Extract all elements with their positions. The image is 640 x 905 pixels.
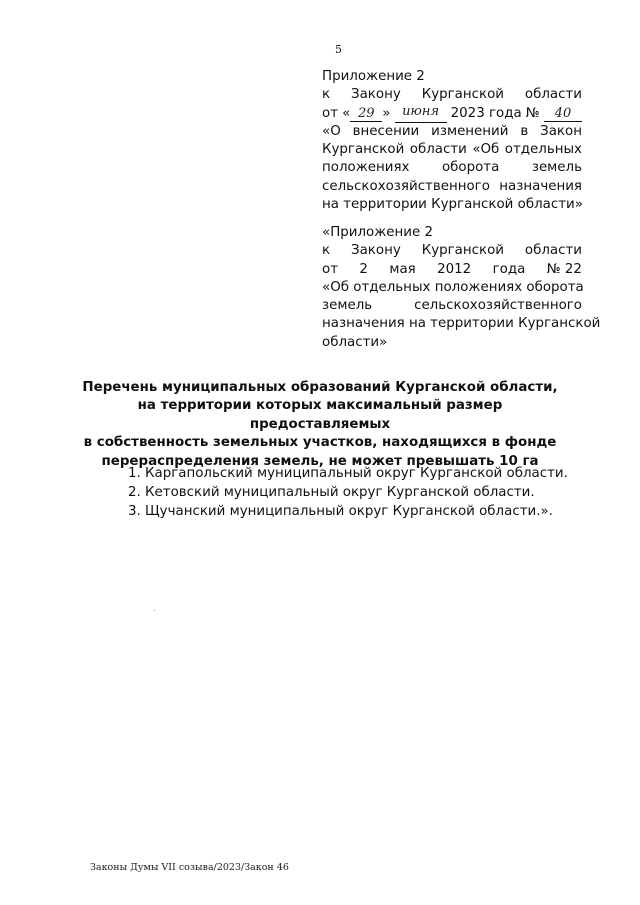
title-line: Перечень муниципальных образований Курганской области, xyxy=(82,380,558,395)
handwritten-month: июня xyxy=(395,105,447,123)
appendix-new-title: Приложение 2 xyxy=(322,69,425,84)
list-item: 1. Каргапольский муниципальный округ Курганской области. xyxy=(128,466,568,481)
word: «О xyxy=(322,123,341,139)
word: 2 xyxy=(359,261,368,277)
appendix-new-line5 xyxy=(322,141,582,159)
page-number: 5 xyxy=(335,43,342,56)
appendix-old-line4: «Об отдельных положениях оборота xyxy=(322,279,584,295)
word: в xyxy=(520,123,529,139)
date-day-group xyxy=(342,105,390,123)
open-quote: « xyxy=(342,105,351,121)
appendix-new-line7 xyxy=(322,178,582,196)
word: «Об xyxy=(472,142,500,158)
title-line: на территории которых максимальный размер предоставляемых xyxy=(137,398,503,432)
appendix-new-header xyxy=(322,68,582,214)
word: Курганской xyxy=(421,243,504,259)
word: сельскохозяйственного xyxy=(322,178,490,194)
handwritten-day: 29 xyxy=(350,107,382,122)
appendix-old-header xyxy=(322,224,601,352)
word: земель xyxy=(531,160,582,176)
appendix-old-line5 xyxy=(322,297,582,315)
appendix-new-date xyxy=(322,105,582,123)
appendix-new-line6 xyxy=(322,159,582,177)
word: Курганской xyxy=(322,142,405,158)
word: области xyxy=(524,87,582,103)
close-quote: » xyxy=(382,105,391,121)
word: сельскохозяйственного xyxy=(414,298,582,314)
word: области xyxy=(409,142,467,158)
law-number-group xyxy=(526,105,582,123)
list-item: 3. Щучанский муниципальный округ Курганской области.». xyxy=(128,504,553,519)
appendix-old-line7: области» xyxy=(322,334,388,350)
word: 2012 xyxy=(437,261,472,277)
title-line: перераспределения земель, не может превышать 10 га xyxy=(101,453,539,469)
title-line: в собственность земельных участков, находящихся в фонде xyxy=(83,435,557,451)
appendix-new-line8: на территории Курганской области» xyxy=(322,197,583,213)
word: отдельных xyxy=(504,142,582,158)
word: № 22 xyxy=(546,261,582,277)
word: от xyxy=(322,261,338,277)
appendix-new-line4 xyxy=(322,123,582,141)
appendix-old-title: «Приложение 2 xyxy=(322,225,433,240)
word: положениях xyxy=(322,160,410,176)
date-year: 2023 года xyxy=(450,105,522,121)
word: внесении xyxy=(352,123,420,139)
appendix-old-date xyxy=(322,261,582,279)
word: Курганской xyxy=(421,87,504,103)
word: области xyxy=(524,243,582,259)
scan-speck xyxy=(154,610,155,611)
date-prefix: от xyxy=(322,105,338,121)
appendix-old-law-ref xyxy=(322,242,582,260)
word: мая xyxy=(389,261,416,277)
word: Закону xyxy=(351,87,401,103)
list-item: 2. Кетовский муниципальный округ Курганской области. xyxy=(128,485,535,500)
document-title xyxy=(80,379,560,471)
handwritten-law-number: 40 xyxy=(544,107,582,122)
word: Закон xyxy=(540,123,582,139)
municipality-list xyxy=(128,464,568,521)
appendix-old-line6: назначения на территории Курганской xyxy=(322,316,601,332)
word: назначения xyxy=(499,178,582,194)
appendix-new-law-ref xyxy=(322,86,582,104)
word: к xyxy=(322,243,331,259)
word: к xyxy=(322,87,331,103)
word: Закону xyxy=(351,243,401,259)
word: оборота xyxy=(441,160,500,176)
word: изменений xyxy=(431,123,509,139)
page-footer: Законы Думы VII созыва/2023/Закон 46 xyxy=(90,862,289,873)
word: года xyxy=(492,261,526,277)
number-sign: № xyxy=(525,105,540,121)
word: земель xyxy=(322,298,373,314)
